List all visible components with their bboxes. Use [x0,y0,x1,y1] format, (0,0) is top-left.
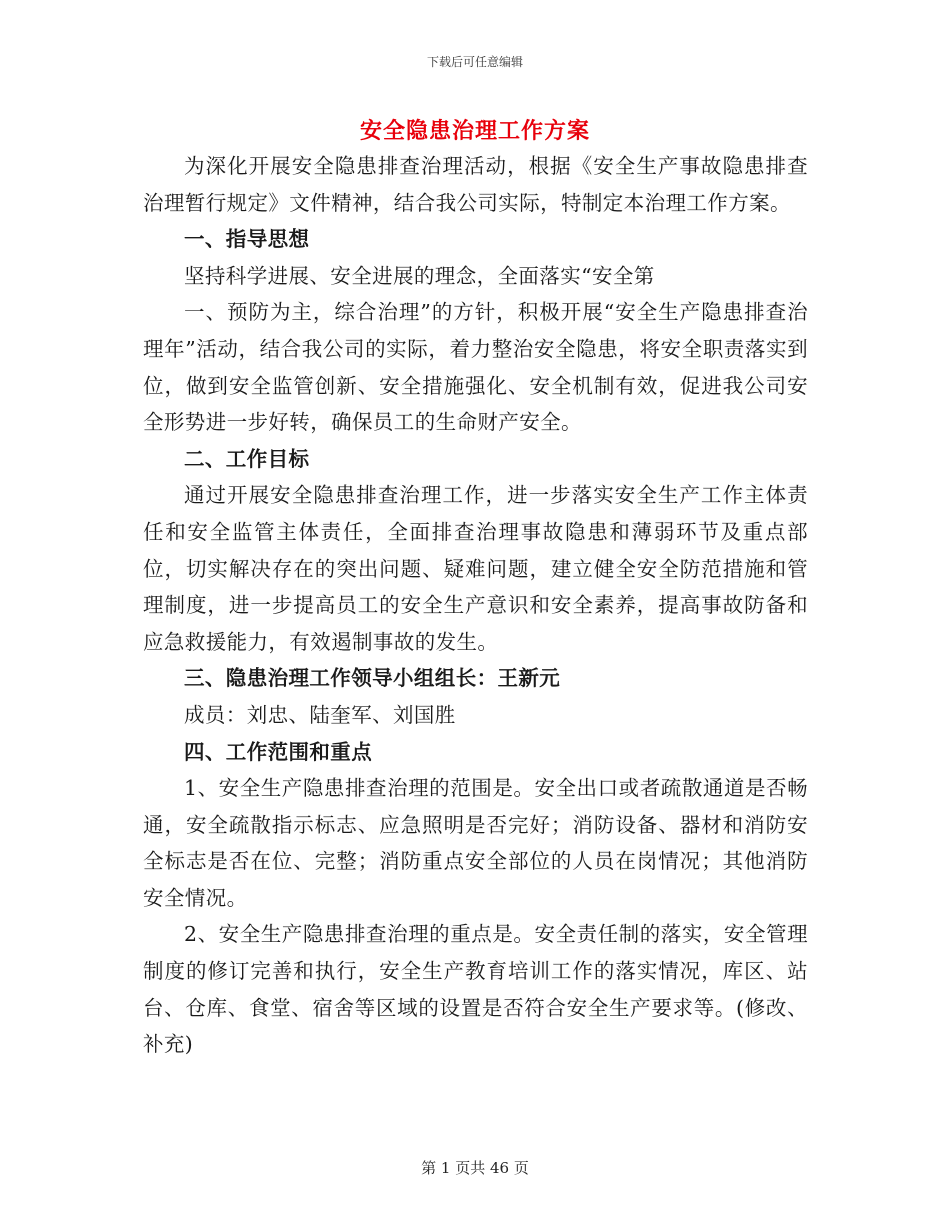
paragraph-guiding-1: 坚持科学进展、安全进展的理念，全面落实“安全第 [184,263,655,288]
heading-scope-focus: 四、工作范围和重点 [184,739,373,764]
paragraph-members: 成员：刘忠、陆奎军、刘国胜 [184,702,456,727]
paragraph-intro: 为深化开展安全隐患排查治理活动，根据《安全生产事故隐患排查治理暂行规定》文件精神，结合我公司实际，特制定本治理工作方案。 [143,154,808,215]
page-header-note: 下载后可任意编辑 [426,55,523,69]
heading-guiding-ideology: 一、指导思想 [184,227,310,252]
paragraph-focus: 2、安全生产隐患排查治理的重点是。安全责任制的落实，安全管理制度的修订完善和执行，安全生产教育培训工作的落实情况，库区、站台、仓库、食堂、宿舍等区域的设置是否符合安全生产要求等。(修改、补充) [143,922,808,1057]
document-body [143,148,808,1063]
heading-leadership-group: 三、隐患治理工作领导小组组长：王新元 [184,666,561,691]
paragraph-work-goals: 通过开展安全隐患排查治理工作，进一步落实安全生产工作主体责任和安全监管主体责任，全面排查治理事故隐患和薄弱环节及重点部位，切实解决存在的突出问题、疑难问题，建立健全安全防范措施和管理制度，进一步提高员工的安全生产意识和安全素养，提高事故防备和应急救援能力，有效遏制事故的发生。 [143,483,808,654]
paragraph-scope: 1、安全生产隐患排查治理的范围是。安全出口或者疏散通道是否畅通，安全疏散指示标志、应急照明是否完好；消防设备、器材和消防安全标志是否在位、完整；消防重点安全部位的人员在岗情况；其他消防安全情况。 [143,776,808,910]
heading-work-goals: 二、工作目标 [184,446,310,471]
page-footer-number: 第 1 页共 46 页 [421,1159,529,1177]
document-title: 安全隐患治理工作方案 [359,118,590,144]
paragraph-guiding-2: 一、预防为主，综合治理”的方针，积极开展“安全生产隐患排查治理年”活动，结合我公司的实际，着力整治安全隐患，将安全职责落实到位，做到安全监管创新、安全措施强化、安全机制有效，促进我公司安全形势进一步好转，确保员工的生命财产安全。 [143,300,808,435]
